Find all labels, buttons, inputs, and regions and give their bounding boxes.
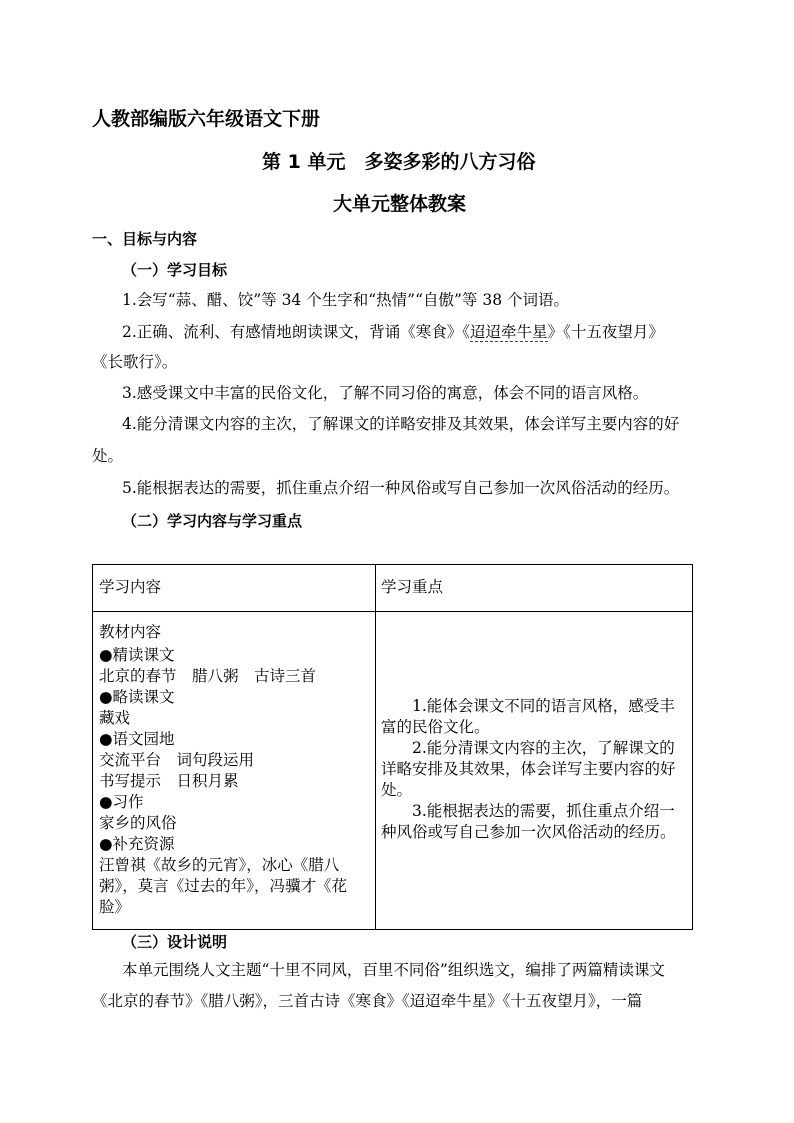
table-row	[93, 612, 693, 930]
list-item: 教材内容	[99, 623, 162, 641]
goal-1: 1.会写“蒜、醋、饺”等 34 个生字和“热情”“自傲”等 38 个词语。	[122, 291, 569, 309]
goal-2-line-2: 《长歌行》。	[92, 353, 178, 371]
list-item: ●略读课文	[99, 688, 175, 706]
list-item: 家乡的风俗	[99, 814, 177, 832]
table-cell-focus	[376, 612, 693, 930]
list-item: 藏戏	[99, 709, 131, 727]
goal-2-text-a: 2.正确、流利、有感情地朗读课文，背诵《寒食》《	[122, 323, 471, 341]
list-item: 书写提示 日积月累	[99, 772, 239, 790]
list-item: ●精读课文	[99, 646, 175, 664]
goal-4-line-2: 处。	[92, 447, 124, 465]
goal-5: 5.能根据表达的需要，抓住重点介绍一种风俗或写自己参加一次风俗活动的经历。	[122, 479, 680, 497]
goal-2-text-b: 》《十五夜望月》	[547, 323, 664, 341]
subsection-heading-content: （二）学习内容与学习重点	[122, 512, 303, 530]
goal-2-underlined-title: 迢迢牵牛星	[470, 323, 548, 341]
col-header-focus: 学习重点	[381, 578, 444, 596]
goal-2	[122, 322, 664, 342]
table-cell-content	[93, 612, 376, 930]
content-list	[93, 612, 375, 918]
list-item: 粥》，莫言《过去的年》，冯骥才《花	[99, 877, 348, 895]
focus-list	[376, 612, 692, 843]
section-heading: 一、目标与内容	[92, 230, 198, 248]
list-item: 3.能根据表达的需要，抓住重点介绍一	[381, 802, 675, 820]
list-item: 处。	[381, 781, 413, 799]
table-header-cell	[376, 565, 693, 612]
list-item: 1.能体会课文不同的语言风格，感受丰	[381, 697, 675, 715]
list-item: 汪曾祺《故乡的元宵》，冰心《腊八	[99, 856, 340, 874]
design-paragraph-line-1: 本单元围绕人文主题“十里不同风，百里不同俗”组织选文，编排了两篇精读课文	[122, 961, 665, 979]
list-item: ●补充资源	[99, 835, 175, 853]
list-item: 种风俗或写自己参加一次风俗活动的经历。	[381, 823, 676, 841]
list-item: ●习作	[99, 793, 144, 811]
list-item: 北京的春节 腊八粥 古诗三首	[99, 667, 317, 685]
col-header-content: 学习内容	[99, 578, 162, 596]
unit-title: 第 1 单元 多姿多彩的八方习俗	[262, 151, 536, 173]
list-item: 富的民俗文化。	[381, 718, 490, 736]
list-item: 交流平台 词句段运用	[99, 751, 255, 769]
subsection-heading-design: （三）设计说明	[122, 933, 228, 951]
list-item: 2.能分清课文内容的主次，了解课文的	[381, 739, 675, 757]
book-title: 人教部编版六年级语文下册	[92, 108, 321, 130]
content-table	[92, 564, 693, 930]
table-header-cell	[93, 565, 376, 612]
table-header-row	[93, 565, 693, 612]
list-item: 脸》	[99, 898, 131, 916]
subsection-heading-goals: （一）学习目标	[122, 261, 228, 279]
list-item: ●语文园地	[99, 730, 175, 748]
plan-title: 大单元整体教案	[333, 193, 467, 215]
list-item: 详略安排及其效果，体会详写主要内容的好	[381, 760, 676, 778]
goal-3: 3.感受课文中丰富的民俗文化，了解不同习俗的寓意，体会不同的语言风格。	[122, 384, 649, 402]
goal-4-line-1: 4.能分清课文内容的主次，了解课文的详略安排及其效果，体会详写主要内容的好	[122, 415, 680, 433]
design-paragraph-line-2: 《北京的春节》《腊八粥》，三首古诗《寒食》《迢迢牵牛星》《十五夜望月》，一篇	[92, 992, 643, 1010]
